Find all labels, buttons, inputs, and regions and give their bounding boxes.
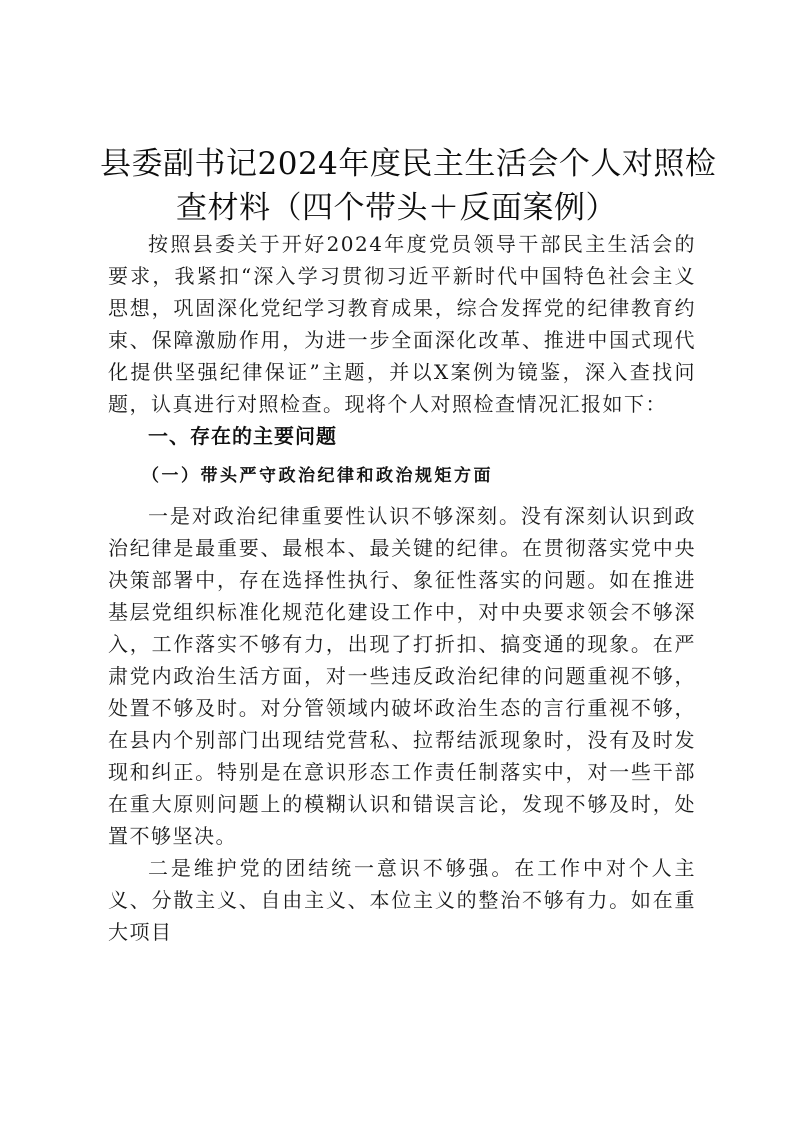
document-title bbox=[100, 142, 717, 230]
intro-paragraph: 按照县委关于开好2024年度党员领导干部民主生活会的要求，我紧扣“深入学习贯彻习近平新时代中国特色社会主义思想，巩固深化党纪学习教育成果，综合发挥党的纪律教育约束、保障激励作用，为进一步全面深化改革、推进中国式现代化提供坚强纪律保证”主题，并以X案例为镜鉴，深入查找问题，认真进行对照检查。现将个人对照检查情况汇报如下： bbox=[108, 232, 696, 416]
body-paragraph-2: 二是维护党的团结统一意识不够强。在工作中对个人主义、分散主义、自由主义、本位主义的整治不够有力。如在重大项目 bbox=[108, 856, 696, 944]
section-heading: 一、存在的主要问题 bbox=[148, 424, 337, 448]
subsection-heading: （一）带头严守政治纪律和政治规矩方面 bbox=[142, 466, 493, 486]
title-line-2: 查材料（四个带头＋反面案例） bbox=[176, 190, 617, 226]
title-line-1: 县委副书记2024年度民主生活会个人对照检 bbox=[100, 146, 717, 182]
document-body bbox=[108, 228, 696, 948]
body-paragraph-1: 一是对政治纪律重要性认识不够深刻。没有深刻认识到政治纪律是最重要、最根本、最关键的纪律。在贯彻落实党中央决策部署中，存在选择性执行、象征性落实的问题。如在推进基层党组织标准化规范化建设工作中，对中央要求领会不够深入，工作落实不够有力，出现了打折扣、搞变通的现象。在严肃党内政治生活方面，对一些违反政治纪律的问题重视不够，处置不够及时。对分管领域内破坏政治生态的言行重视不够，在县内个别部门出现结党营私、拉帮结派现象时，没有及时发现和纠正。特别是在意识形态工作责任制落实中，对一些干部在重大原则问题上的模糊认识和错误言论，发现不够及时，处置不够坚决。 bbox=[108, 504, 696, 848]
